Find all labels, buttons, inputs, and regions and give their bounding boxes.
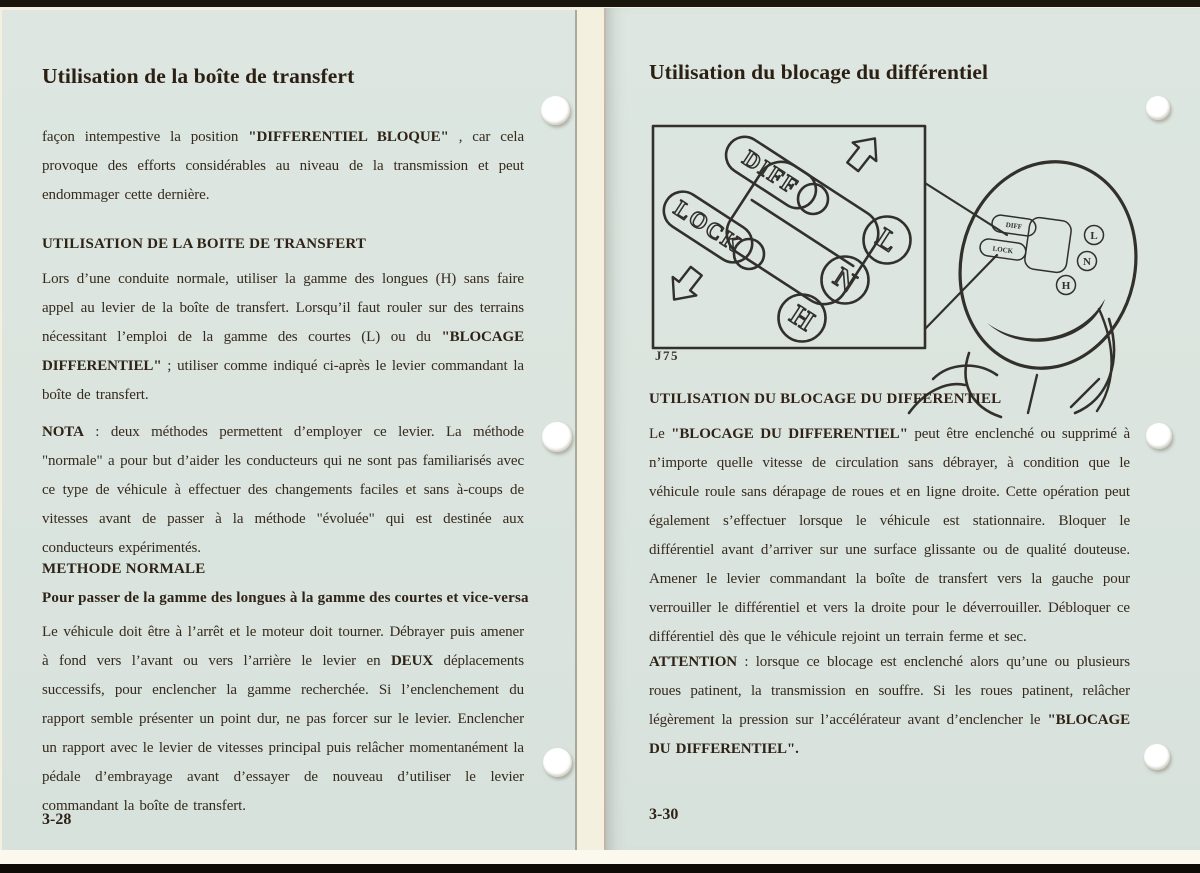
methode-paragraph: Le véhicule doit être à l’arrêt et le moteur doit tourner. Débrayer puis amener à fond vers l’avant ou vers l’arrière le levier en DEUX déplacements successifs, pour enclencher la gamme recherchée. Si l’enclenchement du rapport semble présenter un point dur, ne pas forcer sur le levier. Enclencher un rapport avec le levier de vitesses principal puis relâcher momentanément la pédale d’embrayage avant d’essayer de nouveau d’utiliser le levier commandant la boîte de transfert. xyxy=(42,624,524,814)
engage-arrow-icon xyxy=(841,129,887,176)
punch-hole xyxy=(1146,96,1170,120)
punch-hole xyxy=(541,96,570,125)
diff-slot-label: DIFF xyxy=(738,145,804,200)
release-arrow-icon xyxy=(662,262,708,309)
knob-lock-label: LOCK xyxy=(992,244,1014,256)
page-title: Utilisation de la boîte de transfert xyxy=(42,64,355,89)
diff-lock-heading: UTILISATION DU BLOCAGE DU DIFFERENTIEL xyxy=(649,391,1002,407)
knob-low-label: L xyxy=(1090,230,1098,242)
knob-neutral-label: N xyxy=(1083,256,1091,268)
knob-high-label: H xyxy=(1061,280,1071,292)
gear-knob-illustration xyxy=(909,144,1156,417)
page-title: Utilisation du blocage du différentiel xyxy=(649,60,989,85)
low-position-label: L xyxy=(870,222,904,259)
scanner-edge-top xyxy=(0,0,1200,7)
page-number: 3-30 xyxy=(649,806,679,823)
methode-subheading: Pour passer de la gamme des longues à la gamme des courtes et vice-versa xyxy=(42,590,529,606)
high-position-label: H xyxy=(784,299,820,338)
differential-lock-diagram xyxy=(647,113,1155,435)
neutral-position-label: N xyxy=(827,261,862,299)
methode-normale-heading: METHODE NORMALE xyxy=(42,561,206,577)
punch-hole xyxy=(1144,744,1170,770)
punch-hole xyxy=(543,748,572,777)
lock-slot-label: LOCK xyxy=(669,195,747,258)
transfer-box-paragraph: Lors d’une conduite normale, utiliser la gamme des longues (H) sans faire appel au levier de la boîte de transfert. Lorsqu’il faut rouler sur des terrains nécessitant l’emploi de la gamme des courtes (L) ou du "BLOCAGE DIFFERENTIEL" ; utiliser comme indiqué ci-après le levier commandant la boîte de transfert. xyxy=(42,271,524,403)
right-page xyxy=(604,8,1200,852)
gear-knob xyxy=(940,144,1156,386)
intro-paragraph: façon intempestive la position "DIFFERENTIEL BLOQUE" , car cela provoque des efforts considérables au niveau de la transmission et peut endommager cette dernière. xyxy=(42,129,525,203)
left-page xyxy=(2,10,577,852)
figure-label: J75 xyxy=(655,348,679,363)
diff-lock-paragraph: Le "BLOCAGE DU DIFFERENTIEL" peut être enclenché ou supprimé à n’importe quelle vitesse de circulation sans débrayer, à condition que le véhicule roule sans dérapage de roues et en ligne droite. Cette opération peut également s’effectuer lorsque le véhicule est stationnaire. Bloquer le différentiel avant d’arriver sur une surface glissante ou de qualité douteuse. Amener le levier commandant la boîte de transfert vers la gauche pour verrouiller le différentiel et vers la droite pour le déverrouiller. Débloquer ce différentiel dès que le véhicule rejoint un terrain ferme et sec. xyxy=(649,426,1130,645)
attention-paragraph: ATTENTION : lorsque ce blocage est enclenché alors qu’une ou plusieurs roues patinent, la transmission en souffre. Si les roues patinent, relâcher légèrement la pression sur l’accélérateur avant d’enclencher le "BLOCAGE DU DIFFERENTIEL". xyxy=(649,654,1130,757)
scanner-edge-bottom xyxy=(0,864,1200,873)
punch-hole xyxy=(1146,423,1172,449)
scan-bottom-margin xyxy=(0,850,1200,865)
knob-diff-label: DIFF xyxy=(1005,220,1023,232)
shift-gate-track xyxy=(657,130,911,342)
page-number: 3-28 xyxy=(42,811,72,828)
lever-shaft xyxy=(1028,375,1037,413)
transfer-box-heading: UTILISATION DE LA BOITE DE TRANSFERT xyxy=(42,236,367,252)
punch-hole xyxy=(542,422,572,452)
nota-paragraph: NOTA : deux méthodes permettent d’employer ce levier. La méthode "normale" a pour but d’aider les conducteurs qui ne sont pas familiarisés avec ce type de véhicule à effectuer des changements faciles et sans à-coups de vitesses avant de passer à la méthode "évoluée" qui est destinée aux conducteurs expérimentés. xyxy=(42,424,524,556)
